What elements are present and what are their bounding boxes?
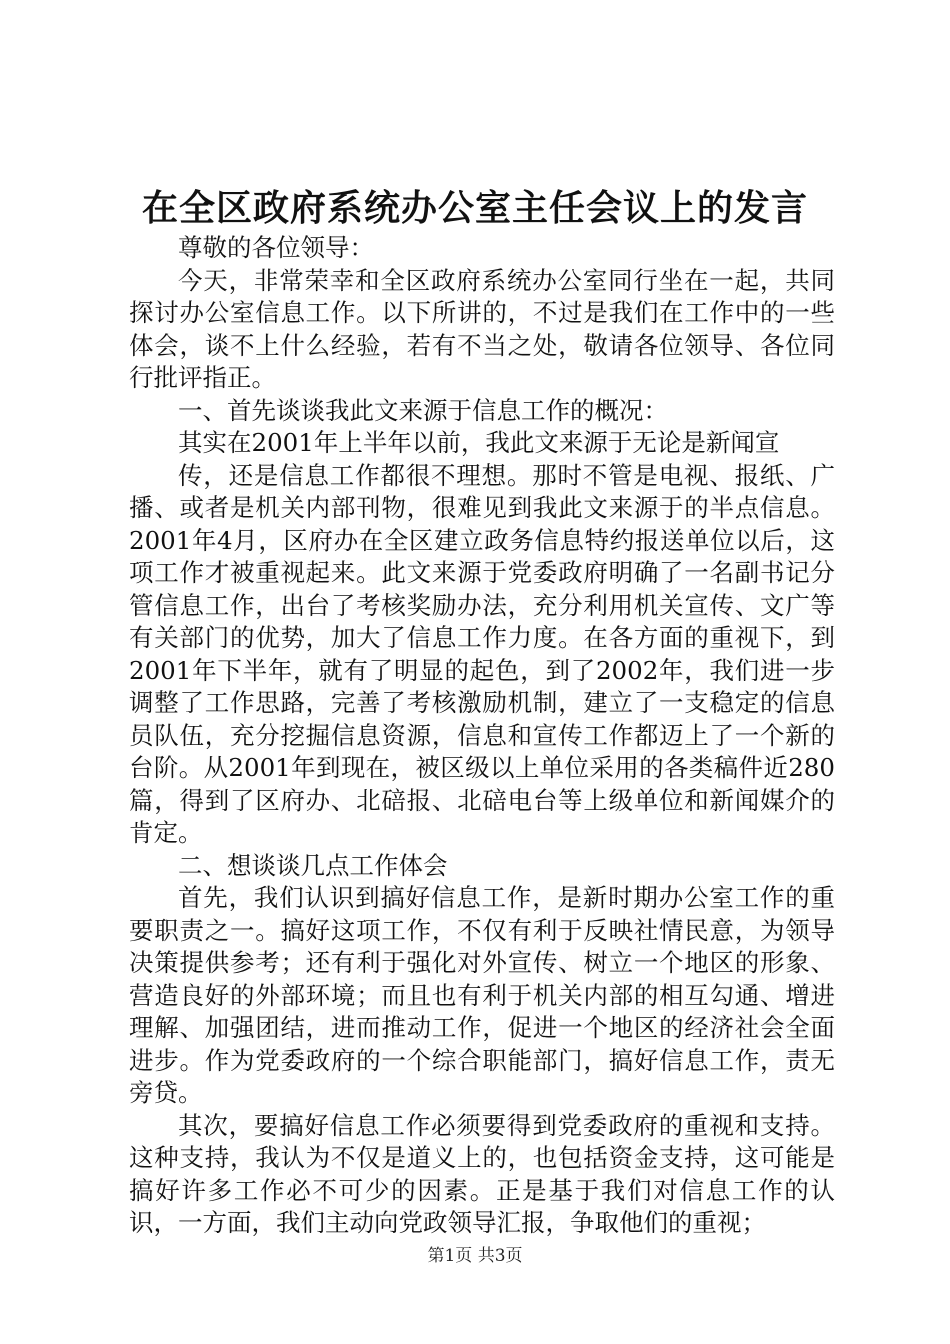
section-heading: 一、首先谈谈我此文来源于信息工作的概况： — [178, 395, 668, 425]
body-paragraph: 其实在2001年上半年以前，我此文来源于无论是新闻宣 — [178, 428, 780, 457]
document-body — [129, 232, 835, 1240]
body-paragraph: 传，还是信息工作都很不理想。那时不管是电视、报纸、广播、或者是机关内部刊物，很难见到我此文来源于的半点信息。2001年4月，区府办在全区建立政务信息特约报送单位以后，这项工作才被重视起来。此文来源于党委政府明确了一名副书记分管信息工作，出台了考核奖励办法，充分利用机关宣传、文广等有关部门的优势，加大了信息工作力度。在各方面的重视下，到2001年下半年，就有了明显的起色，到了2002年，我们进一步调整了工作思路，完善了考核激励机制，建立了一支稳定的信息员队伍，充分挖掘信息资源，信息和宣传工作都迈上了一个新的台阶。从2001年到现在，被区级以上单位采用的各类稿件近280篇，得到了区府办、北碚报、北碚电台等上级单位和新闻媒介的肯定。 — [129, 460, 835, 847]
page-title: 在全区政府系统办公室主任会议上的发言 — [141, 187, 808, 229]
body-paragraph: 其次，要搞好信息工作必须要得到党委政府的重视和支持。这种支持，我认为不仅是道义上的，也包括资金支持，这可能是搞好许多工作必不可少的因素。正是基于我们对信息工作的认识，一方面，我们主动向党政领导汇报，争取他们的重视； — [129, 1110, 835, 1237]
body-paragraph: 今天，非常荣幸和全区政府系统办公室同行坐在一起，共同探讨办公室信息工作。以下所讲的，不过是我们在工作中的一些体会，谈不上什么经验，若有不当之处，敬请各位领导、各位同行批评指正。 — [129, 265, 835, 392]
salutation-paragraph: 尊敬的各位领导： — [178, 233, 374, 262]
page-footer: 第1页 共3页 — [427, 1246, 523, 1266]
body-paragraph: 首先，我们认识到搞好信息工作，是新时期办公室工作的重要职责之一。搞好这项工作，不仅有利于反映社情民意，为领导决策提供参考；还有利于强化对外宣传、树立一个地区的形象、营造良好的外部环境；而且也有利于机关内部的相互勾通、增进理解、加强团结，进而推动工作，促进一个地区的经济社会全面进步。作为党委政府的一个综合职能部门，搞好信息工作，责无旁贷。 — [129, 883, 835, 1107]
section-heading: 二、想谈谈几点工作体会 — [178, 850, 448, 880]
